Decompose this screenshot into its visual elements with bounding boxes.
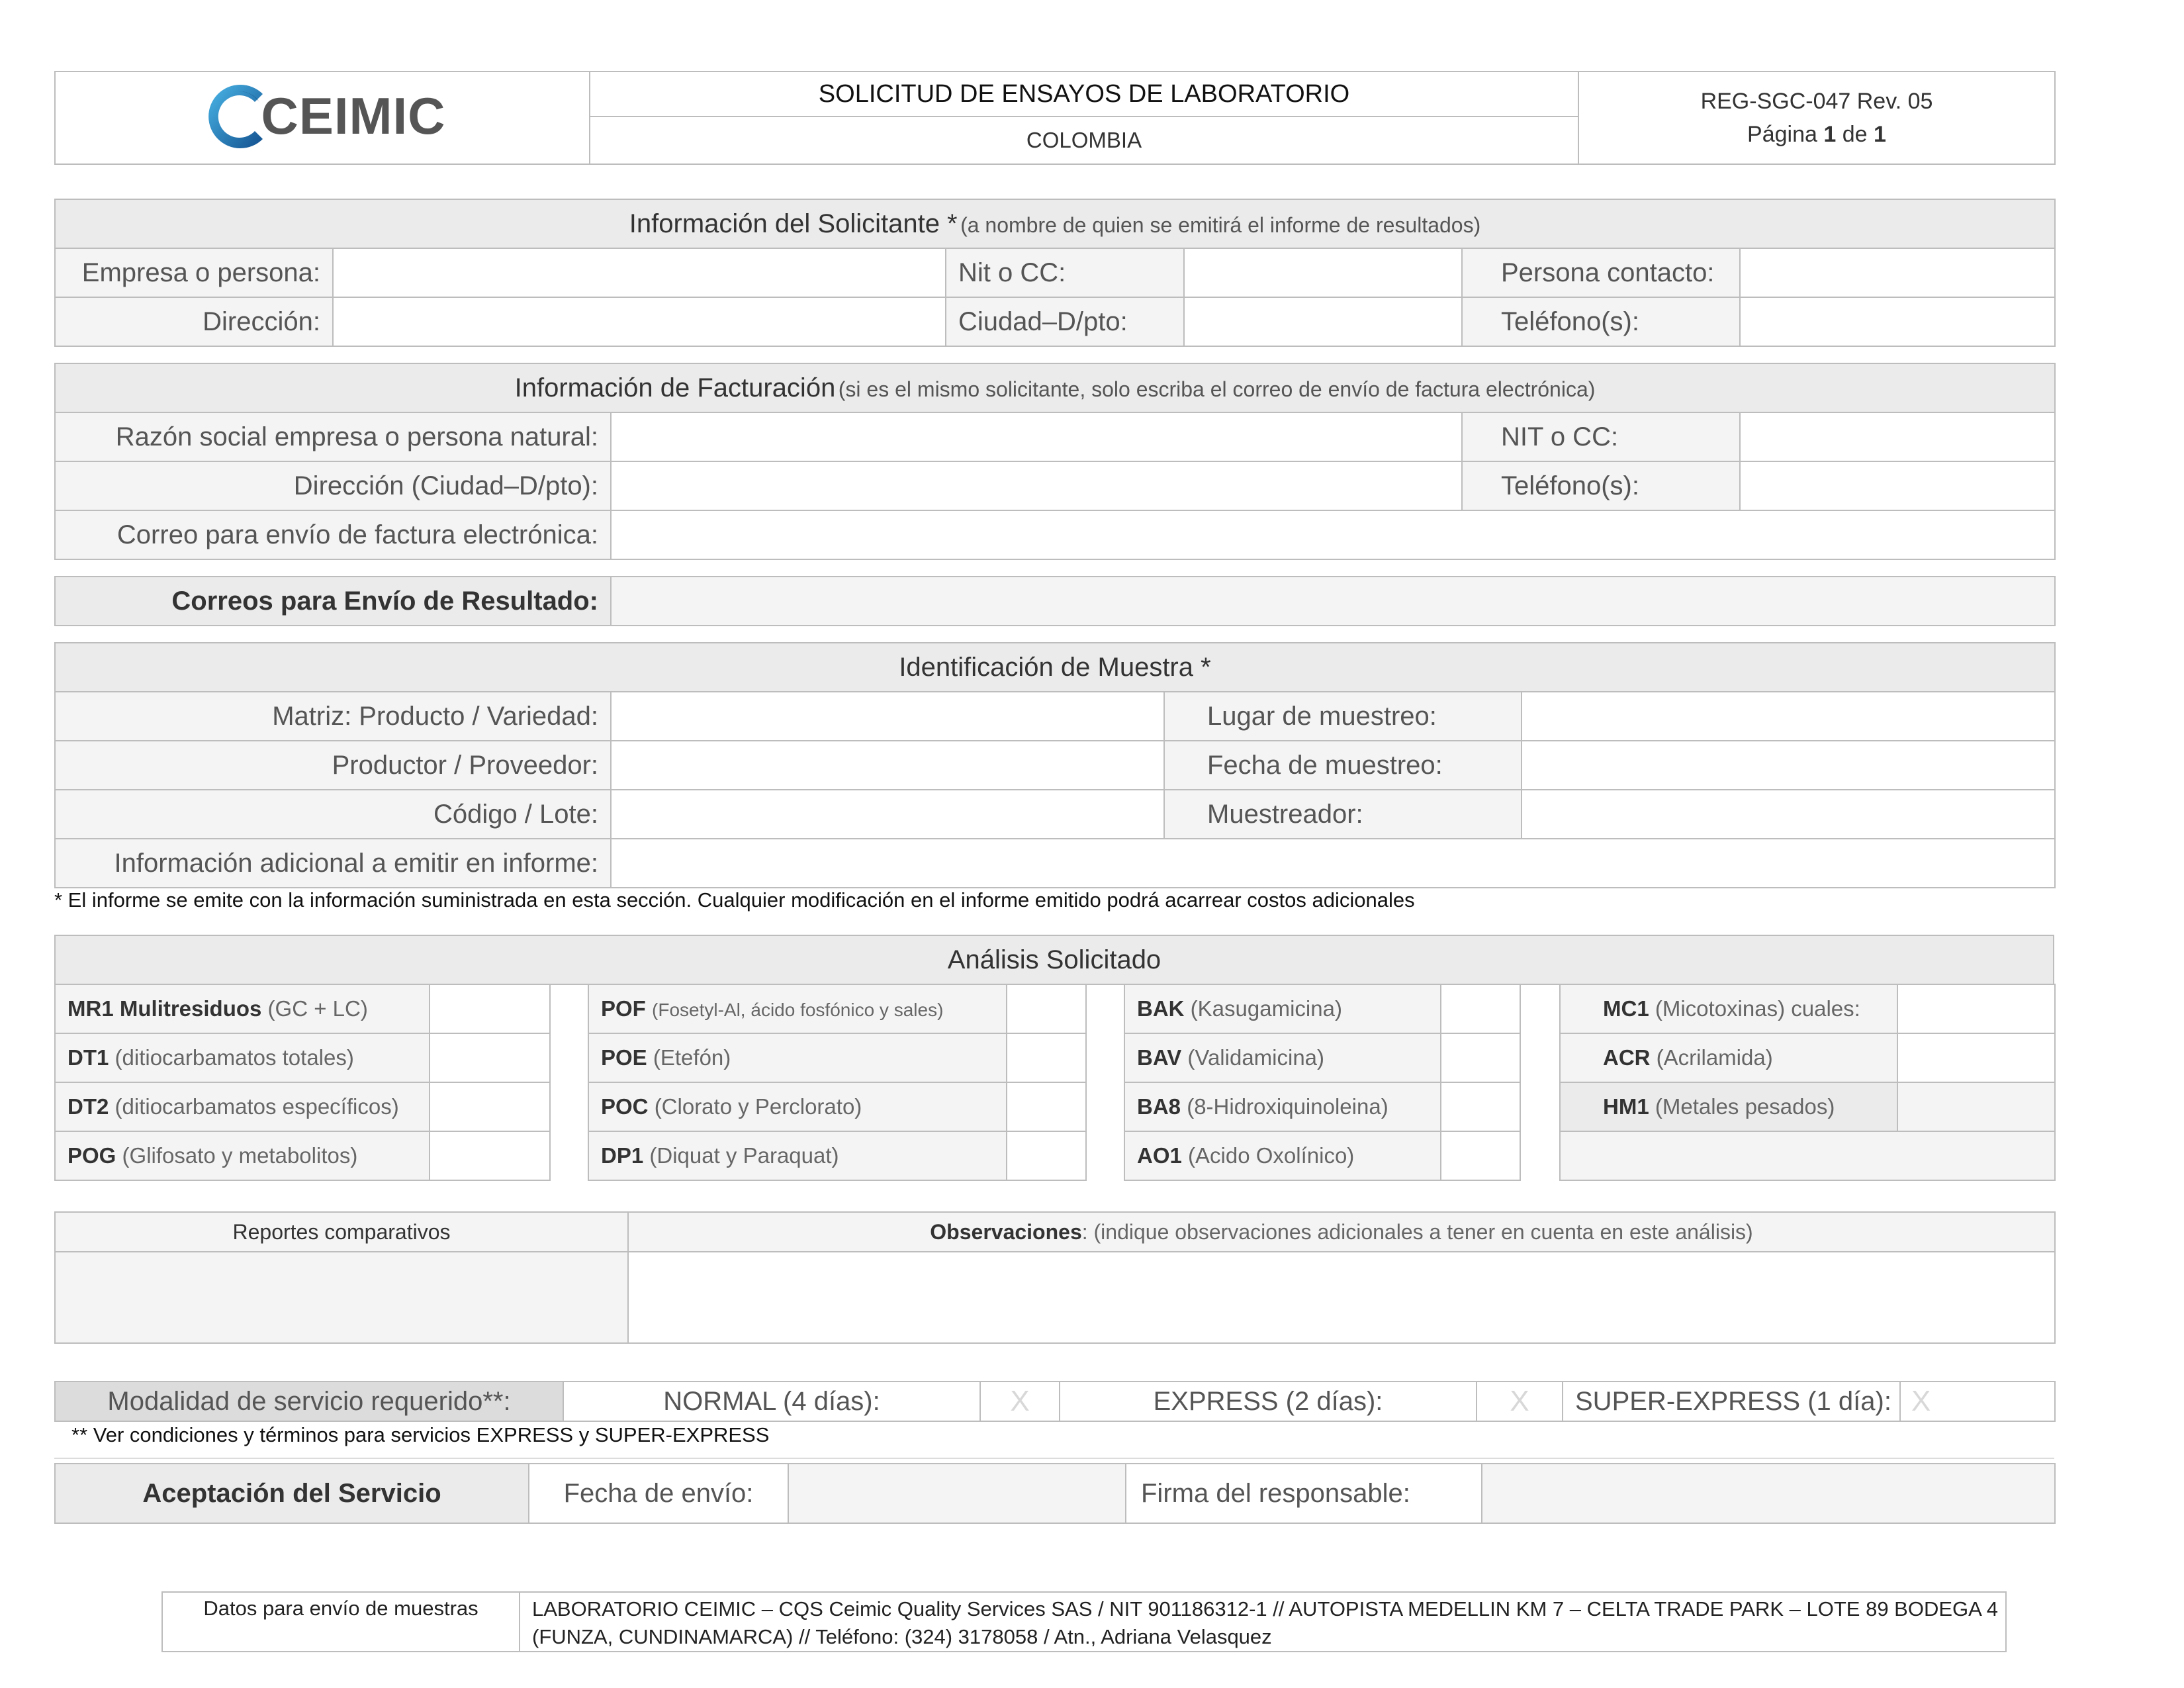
ceimic-logo xyxy=(199,77,446,156)
modalidad-label: Modalidad de servicio requerido**: xyxy=(55,1382,563,1421)
resultados-table xyxy=(54,576,2056,626)
fecha-muestreo-field[interactable] xyxy=(1522,741,2055,790)
muestra-header: Identificación de Muestra * xyxy=(55,643,2055,692)
analisis-item: BAV (Validamicina) xyxy=(1124,1033,1441,1082)
firma-field[interactable] xyxy=(1482,1464,2055,1523)
codigo-field[interactable] xyxy=(611,790,1164,839)
normal-label: NORMAL (4 días): xyxy=(563,1382,980,1421)
ba8-checkbox[interactable] xyxy=(1441,1082,1520,1131)
analisis-item: DP1 (Diquat y Paraquat) xyxy=(588,1131,1007,1180)
correos-resultado-label: Correos para Envío de Resultado: xyxy=(55,577,611,626)
facturacion-table xyxy=(54,363,2056,560)
analisis-item: HM1 (Metales pesados) xyxy=(1560,1082,1897,1131)
muestra-table xyxy=(54,642,2056,888)
analisis-item: POF (Fosetyl-Al, ácido fosfónico y sales) xyxy=(588,984,1007,1033)
analisis-col-1 xyxy=(54,984,551,1181)
envio-table xyxy=(161,1591,2007,1652)
fact-telefono-label: Teléfono(s): xyxy=(1462,461,1740,510)
poc-checkbox[interactable] xyxy=(1007,1082,1086,1131)
bav-checkbox[interactable] xyxy=(1441,1033,1520,1082)
ao1-checkbox[interactable] xyxy=(1441,1131,1520,1180)
fact-direccion-field[interactable] xyxy=(611,461,1462,510)
doc-code: REG-SGC-047 Rev. 05 xyxy=(1700,89,1933,114)
analisis-item: BA8 (8-Hidroxiquinoleina) xyxy=(1124,1082,1441,1131)
form-title: SOLICITUD DE ENSAYOS DE LABORATORIO xyxy=(590,71,1578,117)
razon-field[interactable] xyxy=(611,412,1462,461)
analisis-item: ACR (Acrilamida) xyxy=(1560,1033,1897,1082)
envio-line-2: (FUNZA, CUNDINAMARCA) // Teléfono: (324) 3178058 / Atn., Adriana Velasquez xyxy=(532,1625,1272,1648)
contacto-label: Persona contacto: xyxy=(1462,248,1740,297)
correo-factura-field[interactable] xyxy=(611,510,2055,559)
muestreador-field[interactable] xyxy=(1522,790,2055,839)
envio-label: Datos para envío de muestras xyxy=(162,1592,520,1652)
analisis-header: Análisis Solicitado xyxy=(55,935,2054,984)
contacto-field[interactable] xyxy=(1740,248,2055,297)
info-adicional-field[interactable] xyxy=(611,839,2055,888)
divider xyxy=(54,1458,2054,1459)
observaciones-label: Observaciones: (indique observaciones adicionales a tener en cuenta en este análisis) xyxy=(628,1212,2055,1252)
muestreador-label: Muestreador: xyxy=(1164,790,1522,839)
fecha-envio-field[interactable] xyxy=(788,1464,1126,1523)
header-table xyxy=(54,71,2056,165)
matriz-label: Matriz: Producto / Variedad: xyxy=(55,692,611,741)
aceptacion-title: Aceptación del Servicio xyxy=(55,1464,529,1523)
analisis-col-2 xyxy=(588,984,1087,1181)
mr1-checkbox[interactable] xyxy=(430,984,550,1033)
empresa-label: Empresa o persona: xyxy=(55,248,333,297)
reportes-table xyxy=(54,1211,2056,1344)
modalidad-footnote: ** Ver condiciones y términos para servicios EXPRESS y SUPER-EXPRESS xyxy=(71,1423,770,1446)
logo-cell xyxy=(55,71,590,164)
nit-label: Nit o CC: xyxy=(946,248,1184,297)
bak-checkbox[interactable] xyxy=(1441,984,1520,1033)
aceptacion-table xyxy=(54,1463,2056,1524)
mc1-field[interactable] xyxy=(1897,984,2055,1033)
super-express-option[interactable]: X xyxy=(1900,1382,2055,1421)
direccion-label: Dirección: xyxy=(55,297,333,346)
modalidad-table xyxy=(54,1381,2056,1422)
normal-option[interactable]: X xyxy=(980,1382,1060,1421)
correos-resultado-field[interactable] xyxy=(611,577,2055,626)
analisis-item: MC1 (Micotoxinas) cuales: xyxy=(1560,984,1897,1033)
lugar-label: Lugar de muestreo: xyxy=(1164,692,1522,741)
telefono-field[interactable] xyxy=(1740,297,2055,346)
muestra-footnote: * El informe se emite con la información suministrada en esta sección. Cualquier modificación en el informe emitido podrá acarrear costos adicionales xyxy=(54,888,1415,912)
doc-code-cell xyxy=(1578,71,2055,164)
page-number: Página 1 de 1 xyxy=(1747,122,1886,147)
reportes-field[interactable] xyxy=(55,1252,628,1343)
observaciones-field[interactable] xyxy=(628,1252,2055,1343)
reportes-label: Reportes comparativos xyxy=(55,1212,628,1252)
analisis-header-table xyxy=(54,935,2054,985)
correo-factura-label: Correo para envío de factura electrónica: xyxy=(55,510,611,559)
envio-datos xyxy=(520,1592,2006,1652)
hm1-checkbox[interactable] xyxy=(1897,1082,2055,1131)
firma-label: Firma del responsable: xyxy=(1126,1464,1482,1523)
acr-checkbox[interactable] xyxy=(1897,1033,2055,1082)
dt1-checkbox[interactable] xyxy=(430,1033,550,1082)
analisis-item: POG (Glifosato y metabolitos) xyxy=(55,1131,430,1180)
codigo-label: Código / Lote: xyxy=(55,790,611,839)
dt2-checkbox[interactable] xyxy=(430,1082,550,1131)
poe-checkbox[interactable] xyxy=(1007,1033,1086,1082)
empresa-field[interactable] xyxy=(333,248,946,297)
pog-checkbox[interactable] xyxy=(430,1131,550,1180)
fecha-muestreo-label: Fecha de muestreo: xyxy=(1164,741,1522,790)
form-subtitle: COLOMBIA xyxy=(590,117,1578,164)
productor-label: Productor / Proveedor: xyxy=(55,741,611,790)
productor-field[interactable] xyxy=(611,741,1164,790)
nit-field[interactable] xyxy=(1184,248,1462,297)
analisis-col-4 xyxy=(1559,984,2056,1181)
analisis-item: DT2 (ditiocarbamatos específicos) xyxy=(55,1082,430,1131)
logo-text: CEIMIC xyxy=(261,87,446,145)
ciudad-label: Ciudad–D/pto: xyxy=(946,297,1184,346)
fact-telefono-field[interactable] xyxy=(1740,461,2055,510)
analisis-item: BAK (Kasugamicina) xyxy=(1124,984,1441,1033)
direccion-field[interactable] xyxy=(333,297,946,346)
dp1-checkbox[interactable] xyxy=(1007,1131,1086,1180)
fecha-envio-label: Fecha de envío: xyxy=(529,1464,788,1523)
express-label: EXPRESS (2 días): xyxy=(1060,1382,1477,1421)
super-express-label: SUPER-EXPRESS (1 día): xyxy=(1563,1382,1900,1421)
express-option[interactable]: X xyxy=(1477,1382,1563,1421)
envio-line-1: LABORATORIO CEIMIC – CQS Ceimic Quality Services SAS / NIT 901186312-1 // AUTOPISTA MEDELLIN KM 7 – CELTA TRADE PARK – LOTE 89 BODEGA 4 xyxy=(532,1597,1998,1620)
analisis-item: POE (Etefón) xyxy=(588,1033,1007,1082)
fact-direccion-label: Dirección (Ciudad–D/pto): xyxy=(55,461,611,510)
analisis-empty-cell xyxy=(1560,1131,2055,1180)
facturacion-header: Información de Facturación (si es el mismo solicitante, solo escriba el correo de envío de factura electrónica) xyxy=(55,363,2055,412)
analisis-item: MR1 Mulitresiduos (GC + LC) xyxy=(55,984,430,1033)
pof-checkbox[interactable] xyxy=(1007,984,1086,1033)
lugar-field[interactable] xyxy=(1522,692,2055,741)
analisis-item: AO1 (Acido Oxolínico) xyxy=(1124,1131,1441,1180)
analisis-col-3 xyxy=(1124,984,1521,1181)
razon-label: Razón social empresa o persona natural: xyxy=(55,412,611,461)
analisis-item: POC (Clorato y Perclorato) xyxy=(588,1082,1007,1131)
fact-nit-field[interactable] xyxy=(1740,412,2055,461)
fact-nit-label: NIT o CC: xyxy=(1462,412,1740,461)
analisis-item: DT1 (ditiocarbamatos totales) xyxy=(55,1033,430,1082)
solicitante-table xyxy=(54,199,2056,347)
solicitante-header: Información del Solicitante * (a nombre de quien se emitirá el informe de resultados) xyxy=(55,199,2055,248)
matriz-field[interactable] xyxy=(611,692,1164,741)
ciudad-field[interactable] xyxy=(1184,297,1462,346)
info-adicional-label: Información adicional a emitir en informe: xyxy=(55,839,611,888)
telefono-label: Teléfono(s): xyxy=(1462,297,1740,346)
